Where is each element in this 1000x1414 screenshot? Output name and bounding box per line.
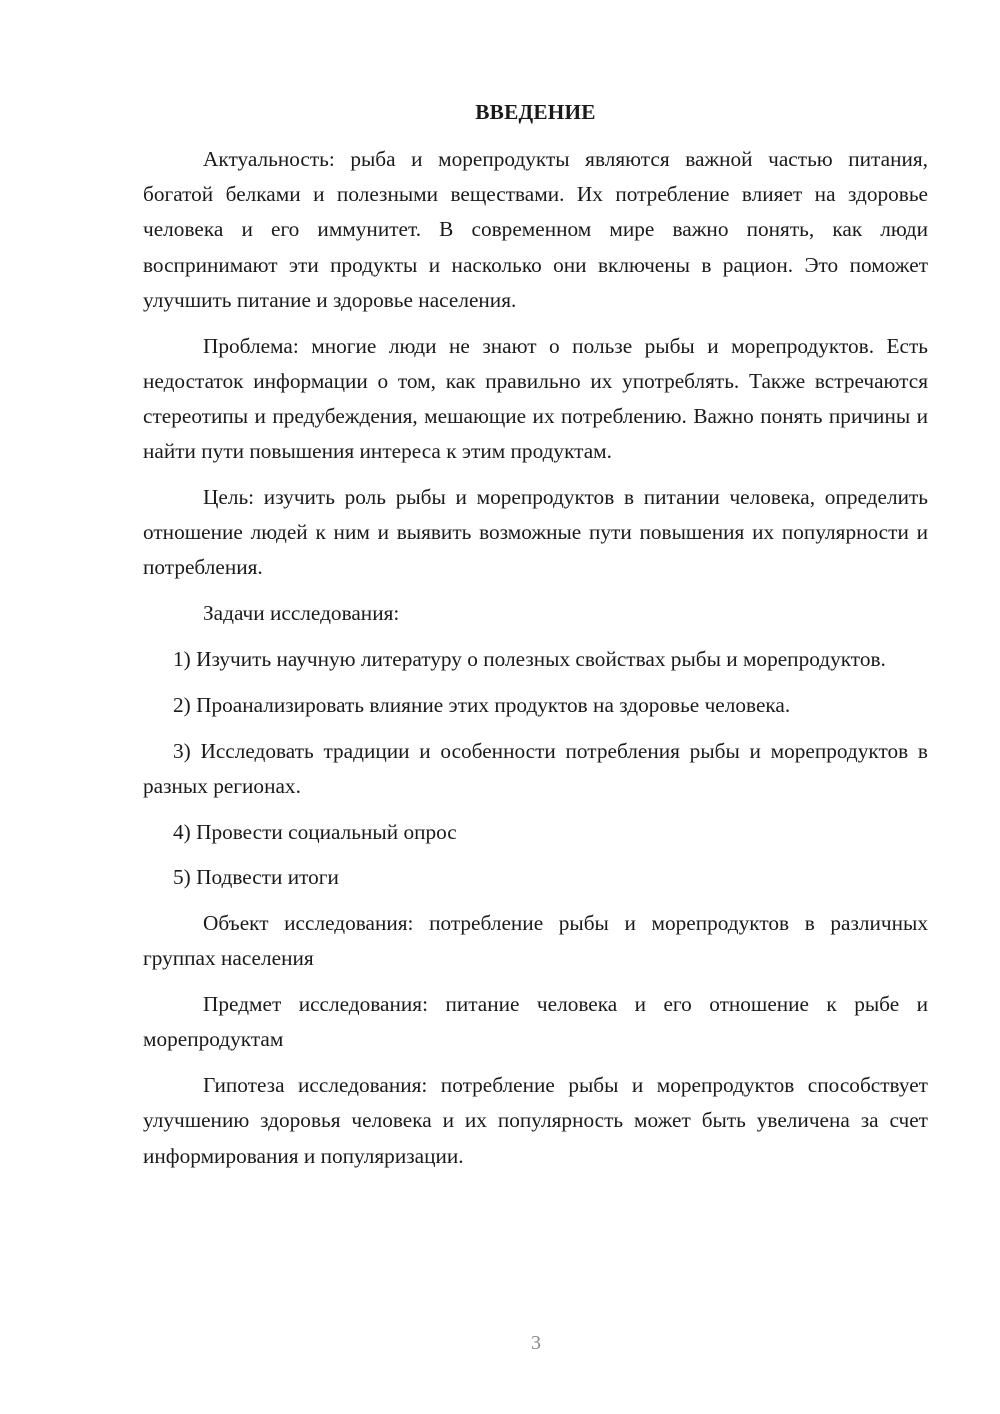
problem-paragraph: Проблема: многие люди не знают о пользе рыбы и морепродуктов. Есть недостаток информации о том, как правильно их употреблять. Также встречаются стереотипы и предубеждения, мешающие их потреблению. Важно понять причины и найти пути повышения интереса к этим продуктам. <box>143 333 928 464</box>
goal-paragraph: Цель: изучить роль рыбы и морепродуктов в питании человека, определить отношение людей к ним и выявить возможные пути повышения их популярности и потребления. <box>143 485 928 580</box>
task-item-1: 1) Изучить научную литературу о полезных свойствах рыбы и морепродуктов. <box>173 647 886 672</box>
section-heading: ВВЕДЕНИЕ <box>475 100 596 124</box>
task-item-2: 2) Проанализировать влияние этих продуктов на здоровье человека. <box>173 692 791 717</box>
text-body <box>143 96 928 1184</box>
page-number: 3 <box>531 1332 541 1354</box>
research-object-paragraph: Объект исследования: потребление рыбы и морепродуктов в различных группах населения <box>143 911 928 971</box>
relevance-paragraph: Актуальность: рыба и морепродукты являются важной частью питания, богатой белками и полезными веществами. Их потребление влияет на здоровье человека и его иммунитет. В современном мире важно понять, как люди воспринимают эти продукты и насколько они включены в рацион. Это поможет улучшить питание и здоровье населения. <box>143 147 928 312</box>
hypothesis-paragraph: Гипотеза исследования: потребление рыбы и морепродуктов способствует улучшению здоровья человека и их популярность может быть увеличена за счет информирования и популяризации. <box>143 1073 928 1168</box>
task-item-4: 4) Провести социальный опрос <box>173 819 457 844</box>
task-item-3: 3) Исследовать традиции и особенности потребления рыбы и морепродуктов в разных регионах. <box>143 738 928 798</box>
task-item-5: 5) Подвести итоги <box>173 865 339 890</box>
research-subject-paragraph: Предмет исследования: питание человека и его отношение к рыбе и морепродуктам <box>143 992 928 1052</box>
tasks-heading: Задачи исследования: <box>203 601 400 626</box>
